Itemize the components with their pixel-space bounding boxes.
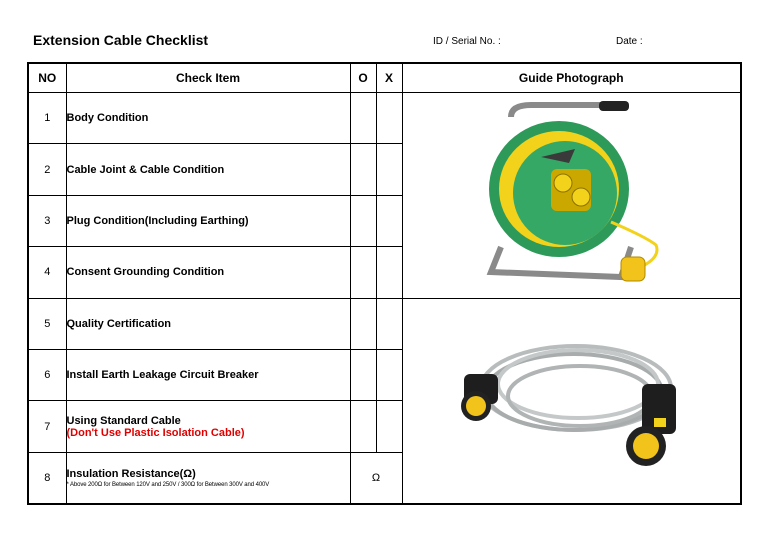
check-item-label: Insulation Resistance(Ω)	[66, 467, 196, 480]
right-connector-label	[654, 418, 666, 427]
check-o-cell[interactable]	[350, 195, 376, 246]
check-o-cell[interactable]	[350, 247, 376, 298]
check-item-note: * Above 200Ω for Between 120V and 250V / 300Ω for Between 300V and 400V	[66, 481, 270, 488]
check-o-cell[interactable]	[350, 93, 376, 144]
check-item: Body Condition	[66, 93, 350, 144]
checklist-table	[27, 62, 742, 505]
cable-coil-3	[498, 350, 658, 418]
reel-plug	[621, 257, 645, 281]
check-x-cell[interactable]	[376, 349, 402, 400]
check-item-warning: (Don't Use Plastic Isolation Cable)	[66, 426, 245, 439]
check-item-label: Using Standard Cable	[66, 414, 181, 427]
row-number: 2	[28, 144, 66, 195]
right-connector-face	[633, 433, 659, 459]
check-item: Plug Condition(Including Earthing)	[66, 195, 350, 246]
left-connector-face	[466, 396, 486, 416]
extension-cable-photo	[402, 298, 741, 504]
table-row	[28, 93, 741, 144]
check-item	[66, 401, 350, 452]
date-label: Date :	[616, 36, 643, 47]
reel-socket-2	[572, 188, 590, 206]
reel-grip	[599, 101, 629, 111]
cable-reel-image	[471, 97, 671, 293]
check-o-cell[interactable]	[350, 401, 376, 452]
row-number: 4	[28, 247, 66, 298]
column-header-no: NO	[28, 63, 66, 93]
row-number: 6	[28, 349, 66, 400]
check-o-cell[interactable]	[350, 349, 376, 400]
check-o-cell[interactable]	[350, 298, 376, 349]
reel-socket-1	[554, 174, 572, 192]
check-item: Install Earth Leakage Circuit Breaker	[66, 349, 350, 400]
table-header-row	[28, 63, 741, 93]
column-header-x: X	[376, 63, 402, 93]
check-x-cell[interactable]	[376, 298, 402, 349]
check-item: Cable Joint & Cable Condition	[66, 144, 350, 195]
resistance-value-cell[interactable]: Ω	[350, 452, 402, 504]
check-item: Consent Grounding Condition	[66, 247, 350, 298]
serial-number-label: ID / Serial No. :	[433, 36, 501, 47]
row-number: 3	[28, 195, 66, 246]
check-x-cell[interactable]	[376, 401, 402, 452]
column-header-o: O	[350, 63, 376, 93]
table-row	[28, 298, 741, 349]
column-header-guide-photo: Guide Photograph	[402, 63, 741, 93]
check-item: Quality Certification	[66, 298, 350, 349]
extension-cable-image	[446, 326, 696, 476]
check-o-cell[interactable]	[350, 144, 376, 195]
cable-reel-photo	[402, 93, 741, 299]
row-number: 1	[28, 93, 66, 144]
check-x-cell[interactable]	[376, 144, 402, 195]
row-number: 8	[28, 452, 66, 504]
check-x-cell[interactable]	[376, 195, 402, 246]
check-item	[66, 452, 350, 504]
row-number: 7	[28, 401, 66, 452]
check-x-cell[interactable]	[376, 247, 402, 298]
row-number: 5	[28, 298, 66, 349]
reel-handle	[511, 105, 611, 117]
check-x-cell[interactable]	[376, 93, 402, 144]
page-title: Extension Cable Checklist	[33, 32, 209, 48]
column-header-check-item: Check Item	[66, 63, 350, 93]
